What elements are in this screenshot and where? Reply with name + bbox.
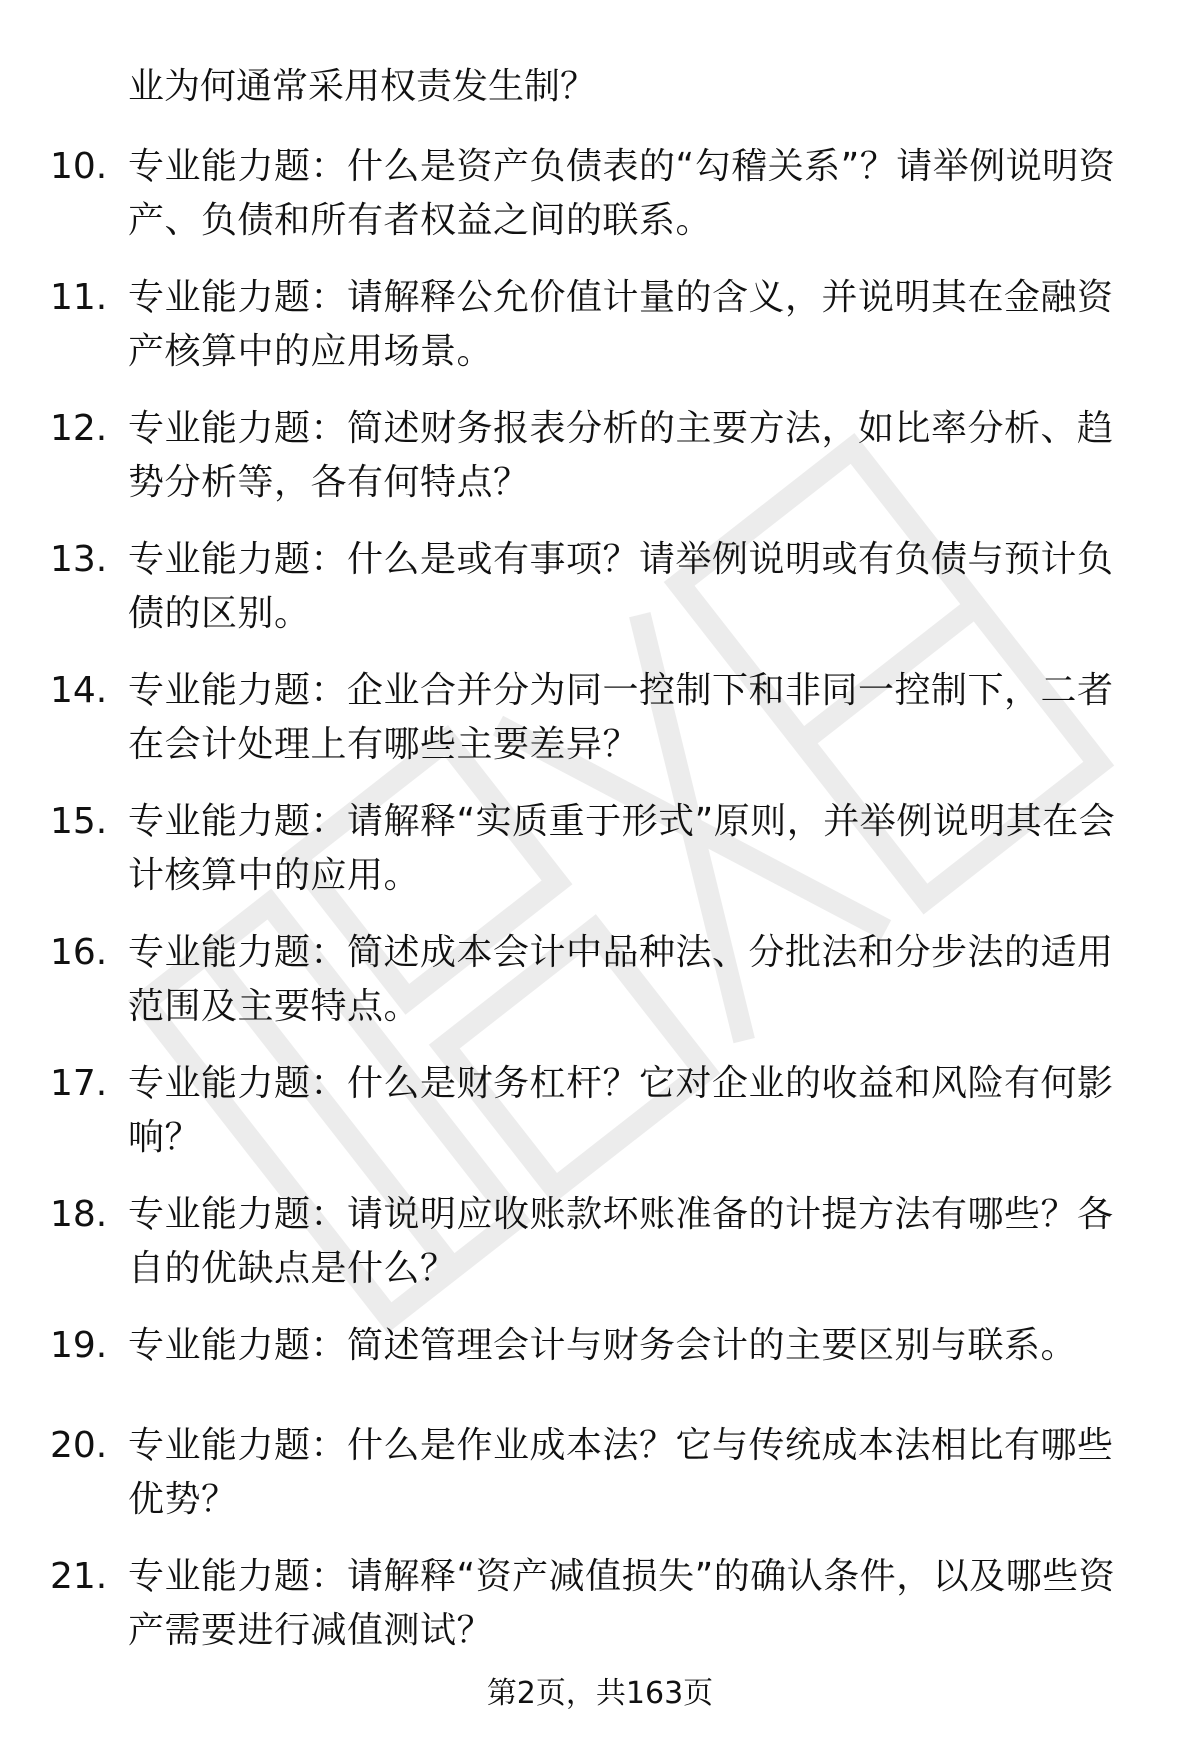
question-text: 专业能力题：什么是或有事项？请举例说明或有负债与预计负债的区别。 [128,539,1114,634]
question-text: 专业能力题：什么是财务杠杆？它对企业的收益和风险有何影响？ [128,1063,1114,1158]
question-text: 专业能力题：请解释“实质重于形式”原则，并举例说明其在会计核算中的应用。 [128,801,1116,896]
question-list [0,140,1200,1681]
question-number: 17. [50,1063,108,1104]
question-number: 12. [50,408,108,449]
list-item [0,533,1200,664]
question-number: 10. [50,146,108,187]
question-number: 11. [50,277,108,318]
question-number: 18. [50,1194,108,1235]
question-text: 专业能力题：企业合并分为同一控制下和非同一控制下，二者在会计处理上有哪些主要差异？ [128,670,1114,765]
question-number: 19. [50,1325,108,1366]
question-text: 专业能力题：什么是资产负债表的“勾稽关系”？请举例说明资产、负债和所有者权益之间的联系。 [128,146,1116,241]
list-item [0,926,1200,1057]
list-item [0,271,1200,402]
question-text: 专业能力题：请解释公允价值计量的含义，并说明其在金融资产核算中的应用场景。 [128,277,1114,372]
question-number: 14. [50,670,108,711]
question-number: 16. [50,932,108,973]
list-item [0,1188,1200,1319]
list-item [0,140,1200,271]
question-text: 专业能力题：请解释“资产减值损失”的确认条件，以及哪些资产需要进行减值测试？ [128,1556,1116,1651]
question-text: 专业能力题：简述成本会计中品种法、分批法和分步法的适用范围及主要特点。 [128,932,1114,1027]
continuation-text: 业为何通常采用权责发生制？ [128,66,597,107]
list-item [0,1057,1200,1188]
question-text: 专业能力题：简述管理会计与财务会计的主要区别与联系。 [128,1325,1078,1366]
page-footer: 第2页，共163页 [486,1676,714,1711]
question-number: 15. [50,801,108,842]
question-text: 专业能力题：简述财务报表分析的主要方法，如比率分析、趋势分析等，各有何特点？ [128,408,1114,503]
question-number: 20. [50,1425,108,1466]
list-item [0,664,1200,795]
question-text: 专业能力题：请说明应收账款坏账准备的计提方法有哪些？各自的优缺点是什么？ [128,1194,1114,1289]
list-item [0,1419,1200,1550]
list-item [0,1319,1200,1419]
question-text: 专业能力题：什么是作业成本法？它与传统成本法相比有哪些优势？ [128,1425,1114,1520]
list-item [0,1550,1200,1681]
question-number: 21. [50,1556,108,1597]
list-item [0,795,1200,926]
question-number: 13. [50,539,108,580]
list-item [0,402,1200,533]
